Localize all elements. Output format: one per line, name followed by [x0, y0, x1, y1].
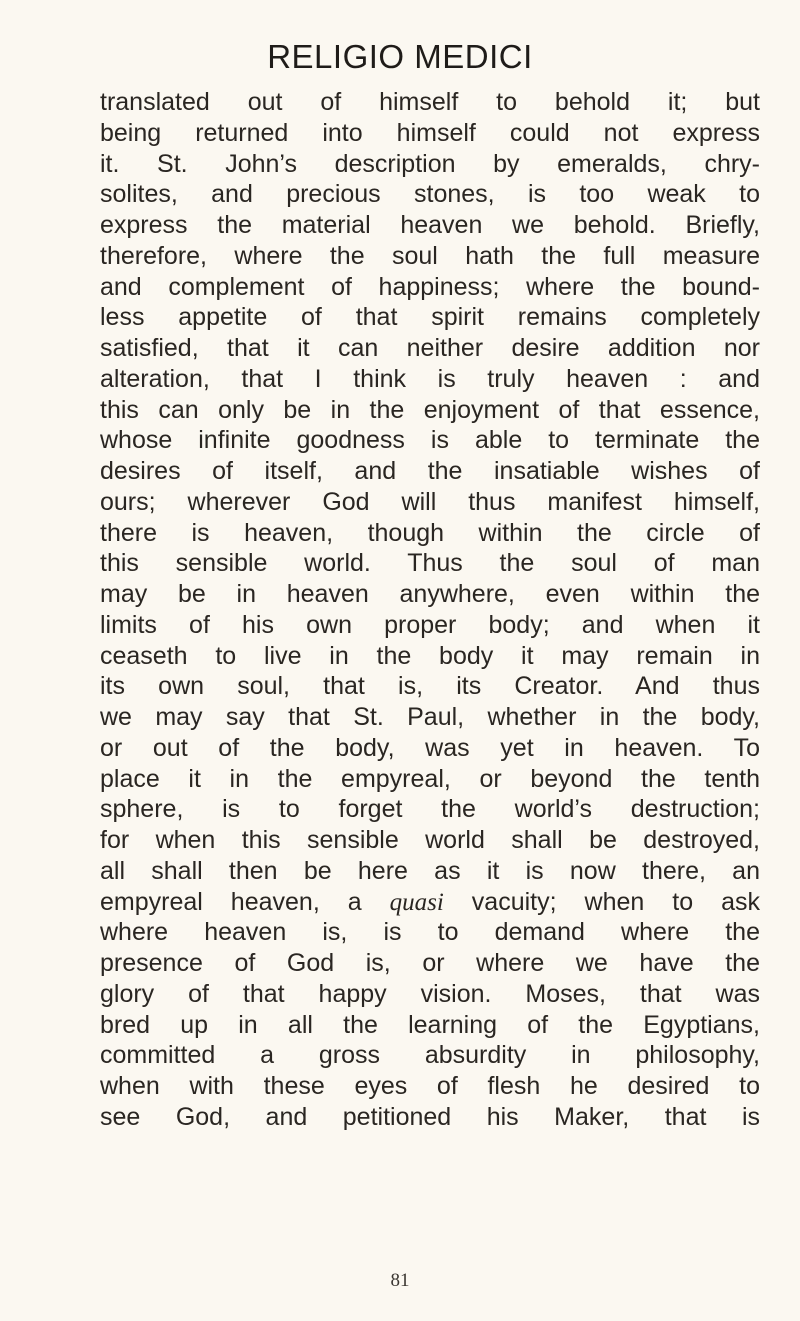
text-line: less appetite of that spirit remains completely — [100, 303, 760, 332]
text-line: translated out of himself to behold it; but — [100, 88, 760, 116]
text-line: alteration, that I think is truly heaven : and — [100, 364, 760, 393]
text-line: satisfied, that it can neither desire addition nor — [100, 334, 760, 362]
text-line-with-italic — [100, 887, 760, 918]
text-line: place it in the empyreal, or beyond the tenth — [100, 764, 760, 793]
text-line: whose infinite goodness is able to terminate the — [100, 426, 760, 455]
text-line: committed a gross absurdity in philosophy, — [100, 1041, 760, 1070]
text-line: see God, and petitioned his Maker, that is — [100, 1102, 760, 1131]
text-line: solites, and precious stones, is too weak to — [100, 180, 760, 209]
text-line: there is heaven, though within the circle of — [100, 518, 760, 547]
body-text — [100, 87, 760, 1133]
text-line: being returned into himself could not express — [100, 118, 760, 147]
text-line: presence of God is, or where we have the — [100, 949, 760, 977]
text-line: express the material heaven we behold. Briefly, — [100, 211, 760, 239]
text-line: it. St. John’s description by emeralds, chry- — [100, 149, 760, 178]
text-line: limits of his own proper body; and when it — [100, 610, 760, 639]
text-line: ceaseth to live in the body it may remain in — [100, 641, 760, 670]
page-number: 81 — [390, 1270, 410, 1291]
running-head: RELIGIO MEDICI — [267, 38, 533, 75]
text-line: desires of itself, and the insatiable wishes of — [100, 457, 760, 485]
text-line: this sensible world. Thus the soul of man — [100, 549, 760, 578]
text-line: sphere, is to forget the world’s destruction; — [100, 795, 760, 824]
text-line: when with these eyes of flesh he desired to — [100, 1072, 760, 1100]
text-line: for when this sensible world shall be destroyed, — [100, 826, 760, 854]
text-line: therefore, where the soul hath the full measure — [100, 241, 760, 270]
text-line: its own soul, that is, its Creator. And thus — [100, 672, 760, 701]
text-line: this can only be in the enjoyment of that essence, — [100, 395, 760, 424]
text-line: ours; wherever God will thus manifest himself, — [100, 487, 760, 516]
line-text-after-italic: vacuity; when to ask — [443, 887, 760, 916]
italic-word: quasi — [389, 888, 444, 916]
text-line: all shall then be here as it is now there, an — [100, 856, 760, 885]
text-line: and complement of happiness; where the bound- — [100, 272, 760, 301]
text-line: or out of the body, was yet in heaven. To — [100, 733, 760, 762]
text-line: where heaven is, is to demand where the — [100, 918, 760, 947]
text-line: we may say that St. Paul, whether in the body, — [100, 703, 760, 731]
text-line: bred up in all the learning of the Egyptians, — [100, 1010, 760, 1039]
text-line: may be in heaven anywhere, even within the — [100, 580, 760, 608]
text-line: glory of that happy vision. Moses, that was — [100, 979, 760, 1008]
line-text-before-italic: empyreal heaven, a — [100, 887, 390, 916]
